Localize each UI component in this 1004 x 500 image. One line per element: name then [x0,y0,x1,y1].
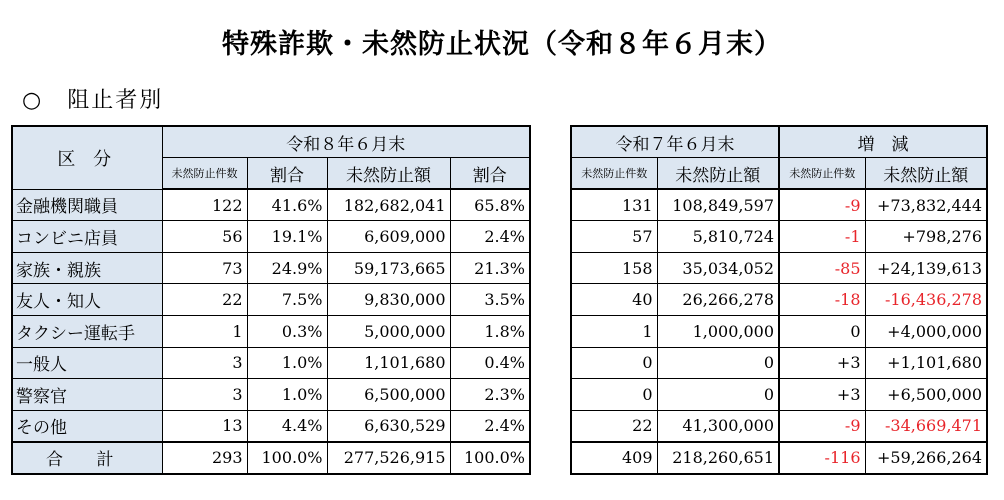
row-count-pct: 41.6% [247,189,327,221]
row-amount: 6,609,000 [327,221,450,253]
row-prev-count: 131 [571,189,657,221]
row-prev-amount: 1,000,000 [657,316,779,348]
row-amount: 5,000,000 [327,316,450,348]
table-row [571,410,987,442]
table-row [12,284,530,316]
row-count: 122 [162,189,247,221]
row-category: その他 [12,410,162,442]
row-diff-amount: -34,669,471 [865,410,987,442]
row-amount-pct: 0.4% [450,347,530,379]
row-amount-pct: 100.0% [450,442,530,474]
table-row [571,284,987,316]
row-amount-pct: 3.5% [450,284,530,316]
table-row [571,379,987,411]
row-count-pct: 4.4% [247,410,327,442]
row-prev-count: 40 [571,284,657,316]
prev-count-header: 未然防止件数 [571,158,657,190]
table-row [12,347,530,379]
row-diff-count: -116 [779,442,865,474]
row-category: コンビニ店員 [12,221,162,253]
row-amount-pct: 2.3% [450,379,530,411]
table-row [12,252,530,284]
diff-count-header: 未然防止件数 [779,158,865,190]
row-diff-amount: -16,436,278 [865,284,987,316]
row-diff-count: 0 [779,316,865,348]
row-category: 一般人 [12,347,162,379]
row-prev-amount: 5,810,724 [657,221,779,253]
row-diff-count: +3 [779,347,865,379]
table-row [571,189,987,221]
current-period-table [11,125,531,475]
row-category: 家族・親族 [12,252,162,284]
row-amount-pct: 21.3% [450,252,530,284]
row-prev-amount: 0 [657,347,779,379]
table-row [12,410,530,442]
row-prev-amount: 0 [657,379,779,411]
table-row [571,347,987,379]
row-count-pct: 100.0% [247,442,327,474]
difference-header: 増 減 [779,126,987,158]
row-diff-amount: +798,276 [865,221,987,253]
row-amount: 59,173,665 [327,252,450,284]
row-prev-amount: 218,260,651 [657,442,779,474]
previous-period-header: 令和７年６月末 [571,126,779,158]
table-row [571,252,987,284]
current-period-header: 令和８年６月末 [162,126,530,158]
row-count-pct: 24.9% [247,252,327,284]
row-diff-amount: +4,000,000 [865,316,987,348]
page-title: 特殊詐欺・未然防止状況（令和８年６月末） [222,29,782,60]
comparison-table [570,125,988,475]
row-category: 友人・知人 [12,284,162,316]
row-count: 3 [162,347,247,379]
total-row [571,442,987,474]
row-diff-count: -18 [779,284,865,316]
row-diff-count: -9 [779,189,865,221]
row-prev-count: 158 [571,252,657,284]
row-count-pct: 1.0% [247,379,327,411]
section-subtitle: ○ 阻止者別 [22,88,164,113]
row-count: 1 [162,316,247,348]
row-count-pct: 0.3% [247,316,327,348]
table-row [12,221,530,253]
row-amount-pct: 1.8% [450,316,530,348]
row-prev-count: 22 [571,410,657,442]
row-prev-amount: 35,034,052 [657,252,779,284]
row-diff-amount: +6,500,000 [865,379,987,411]
table-row [12,316,530,348]
row-prev-count: 1 [571,316,657,348]
row-amount: 9,830,000 [327,284,450,316]
row-count: 293 [162,442,247,474]
col-count-pct-header: 割合 [247,158,327,190]
total-row [12,442,530,474]
row-diff-amount: +59,266,264 [865,442,987,474]
row-amount-pct: 2.4% [450,410,530,442]
row-category: 金融機関職員 [12,189,162,221]
row-diff-count: +3 [779,379,865,411]
row-amount-pct: 2.4% [450,221,530,253]
row-prev-count: 57 [571,221,657,253]
row-category: 合 計 [12,442,162,474]
row-count: 13 [162,410,247,442]
row-category: タクシー運転手 [12,316,162,348]
row-prev-amount: 26,266,278 [657,284,779,316]
diff-amount-header: 未然防止額 [865,158,987,190]
col-amount-header: 未然防止額 [327,158,450,190]
row-amount-pct: 65.8% [450,189,530,221]
prev-amount-header: 未然防止額 [657,158,779,190]
row-diff-amount: +1,101,680 [865,347,987,379]
row-count-pct: 1.0% [247,347,327,379]
row-prev-count: 0 [571,379,657,411]
row-diff-count: -9 [779,410,865,442]
table-row [12,379,530,411]
row-amount: 6,500,000 [327,379,450,411]
row-prev-amount: 41,300,000 [657,410,779,442]
row-prev-count: 409 [571,442,657,474]
table-row [571,221,987,253]
row-count: 22 [162,284,247,316]
row-category: 警察官 [12,379,162,411]
row-count: 3 [162,379,247,411]
row-count-pct: 7.5% [247,284,327,316]
row-amount: 6,630,529 [327,410,450,442]
row-amount: 277,526,915 [327,442,450,474]
row-prev-count: 0 [571,347,657,379]
category-header: 区 分 [12,126,162,189]
table-row [571,316,987,348]
row-count: 73 [162,252,247,284]
row-diff-count: -1 [779,221,865,253]
row-amount: 1,101,680 [327,347,450,379]
row-count: 56 [162,221,247,253]
row-diff-amount: +24,139,613 [865,252,987,284]
row-amount: 182,682,041 [327,189,450,221]
col-amount-pct-header: 割合 [450,158,530,190]
row-prev-amount: 108,849,597 [657,189,779,221]
row-diff-amount: +73,832,444 [865,189,987,221]
table-row [12,189,530,221]
row-diff-count: -85 [779,252,865,284]
col-count-header: 未然防止件数 [162,158,247,190]
row-count-pct: 19.1% [247,221,327,253]
